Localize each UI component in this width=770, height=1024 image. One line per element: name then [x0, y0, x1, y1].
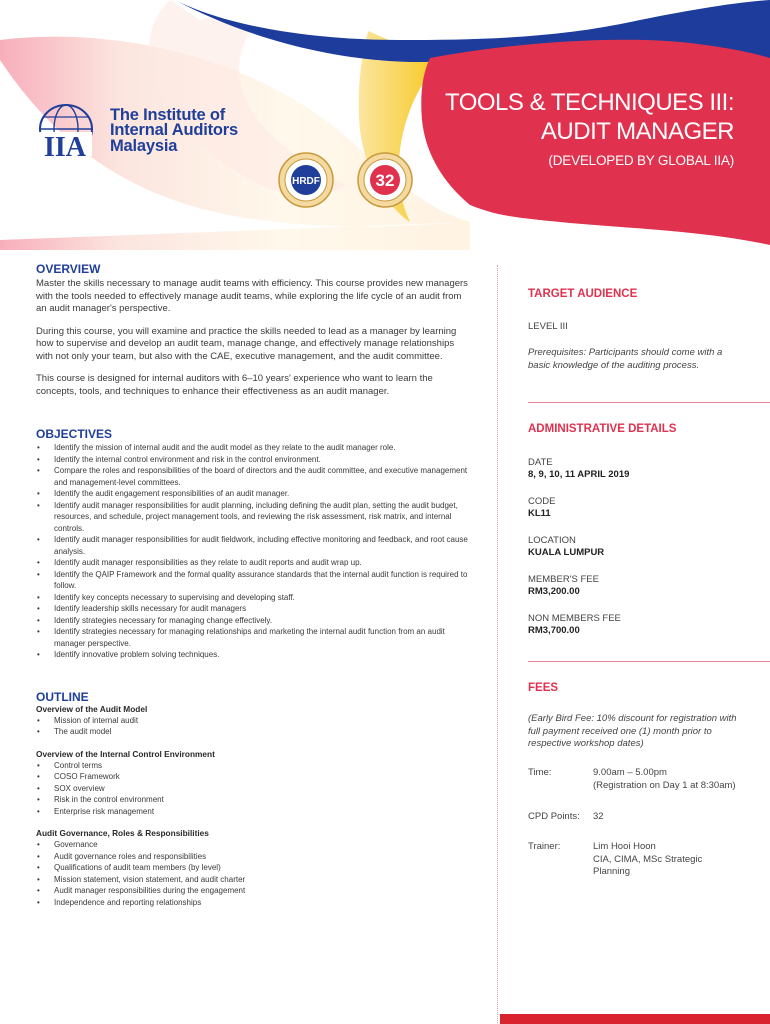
list-item: • Identify the internal control environment and risk in the control environment. — [36, 454, 468, 466]
list-item: • Identify leadership skills necessary for audit managers — [36, 603, 468, 615]
trainer-name: Lim Hooi Hoon — [593, 841, 656, 852]
list-item: • Identify audit manager responsibilities as they relate to audit reports and audit wrap up. — [36, 557, 468, 569]
time-value: 9.00am – 5.00pm — [593, 766, 667, 778]
list-item: • Mission of internal audit — [36, 715, 468, 727]
list-item: • Mission statement, vision statement, and audit charter — [36, 874, 468, 886]
hrdf-badge — [278, 152, 334, 208]
outline-group — [36, 828, 468, 908]
logo-wordmark — [110, 105, 238, 155]
code-value: KL11 — [528, 508, 551, 519]
list-item: • Identify audit manager responsibilities for audit planning, including defining the audit plan, setting the audit budget, resources, and schedule, project management tools, and reviewing the risk assessment, risk matrix, and internal controls. — [36, 500, 468, 535]
overview-title: OVERVIEW — [36, 262, 101, 276]
cpd-row — [528, 811, 758, 824]
logo-line-1: The Institute of — [110, 105, 226, 124]
list-item: • Identify strategies necessary for managing relationships and marketing the internal audit function from an audit manager perspective. — [36, 626, 468, 649]
list-item: • Governance — [36, 839, 468, 851]
logo-line-3: Malaysia — [110, 136, 178, 155]
list-item: • COSO Framework — [36, 771, 468, 783]
nonmember-fee-label: NON MEMBERS FEE — [528, 613, 621, 624]
list-item: • Audit manager responsibilities during the engagement — [36, 885, 468, 897]
outline-group-list — [36, 839, 468, 908]
iia-malaysia-logo — [36, 102, 238, 160]
course-subtitle: (DEVELOPED BY GLOBAL IIA) — [548, 153, 734, 168]
list-item: • The audit model — [36, 726, 468, 738]
logo-line-2: Internal Auditors — [110, 121, 238, 140]
list-item: • Enterprise risk management — [36, 806, 468, 818]
column-divider — [497, 265, 498, 1024]
list-item: • Audit governance roles and responsibilities — [36, 851, 468, 863]
section-divider — [528, 402, 770, 403]
cpd-points-badge — [357, 152, 413, 208]
list-item: • Identify the QAIP Framework and the formal quality assurance standards that the internal audit function is required to follow. — [36, 569, 468, 592]
left-column — [36, 262, 468, 908]
list-item: • Compare the roles and responsibilities of the board of directors and the audit committee, and executive management and management-level committees. — [36, 465, 468, 488]
nonmember-fee-value: RM3,700.00 — [528, 625, 580, 636]
outline-group-title: Overview of the Internal Control Environment — [36, 748, 215, 759]
cpd-badge-label: 32 — [375, 171, 395, 190]
early-bird-note: (Early Bird Fee: 10% discount for registration with full payment received one (1) month prior to respective workshop dates) — [528, 713, 737, 749]
target-prerequisites: Prerequisites: Participants should come with a basic knowledge of the auditing process. — [528, 347, 723, 371]
admin-details-title: ADMINISTRATIVE DETAILS — [528, 423, 677, 435]
member-fee-value: RM3,200.00 — [528, 586, 580, 597]
outline-group-title: Overview of the Audit Model — [36, 703, 148, 714]
outline-group-list — [36, 715, 468, 738]
list-item: • Risk in the control environment — [36, 794, 468, 806]
cpd-value: 32 — [593, 810, 604, 822]
list-item: • Independence and reporting relationships — [36, 897, 468, 909]
outline-group-title: Audit Governance, Roles & Responsibilities — [36, 828, 209, 838]
trainer-row — [528, 841, 758, 879]
iia-globe-logo-icon — [36, 102, 104, 160]
list-item: • Identify strategies necessary for managing change effectively. — [36, 615, 468, 627]
list-item: • Control terms — [36, 760, 468, 772]
date-label: DATE — [528, 457, 553, 468]
course-title-line-1: TOOLS & TECHNIQUES III: — [444, 89, 734, 116]
time-row — [528, 767, 758, 793]
list-item: • SOX overview — [36, 783, 468, 795]
location-value: KUALA LUMPUR — [528, 547, 605, 558]
time-details — [593, 767, 758, 793]
cpd-label: CPD Points: — [528, 810, 580, 822]
outline-group-list — [36, 760, 468, 818]
location-label: LOCATION — [528, 535, 576, 546]
target-level: LEVEL III — [528, 321, 568, 332]
right-column — [528, 262, 758, 879]
footer-accent-bar — [500, 1014, 770, 1024]
time-label: Time: — [528, 766, 552, 778]
outline-title: OUTLINE — [36, 689, 89, 704]
overview-paragraph: This course is designed for internal auditors with 6–10 years' experience who want to learn the concepts, tools, and techniques to enhance their effectiveness as an audit manager. — [36, 373, 433, 397]
trainer-credentials: CIA, CIMA, MSc Strategic Planning — [593, 853, 703, 877]
overview-body — [36, 278, 468, 398]
trainer-label: Trainer: — [528, 841, 561, 852]
trainer-details — [593, 841, 758, 879]
date-value: 8, 9, 10, 11 APRIL 2019 — [528, 469, 630, 480]
list-item: • Identify the audit engagement responsibilities of an audit manager. — [36, 488, 468, 500]
hrdf-badge-label: HRDF — [292, 176, 320, 187]
code-label: CODE — [528, 496, 556, 507]
course-title-line-2: AUDIT MANAGER — [540, 118, 734, 145]
course-title — [445, 88, 734, 146]
time-note: (Registration on Day 1 at 8:30am) — [593, 780, 736, 791]
member-fee-label: MEMBER'S FEE — [528, 574, 599, 585]
list-item: • Identify the mission of internal audit and the audit model as they relate to the audit manager role. — [36, 442, 468, 454]
outline-group — [36, 704, 468, 738]
objectives-list — [36, 442, 468, 661]
list-item: • Identify innovative problem solving techniques. — [36, 649, 468, 661]
outline-body — [36, 704, 468, 909]
fees-title: FEES — [528, 682, 559, 694]
logo-mark-letters: IIA — [43, 132, 87, 160]
list-item: • Identify key concepts necessary to supervising and developing staff. — [36, 592, 468, 604]
overview-paragraph: Master the skills necessary to manage audit teams with efficiency. This course provides new managers with the tools needed to effectively manage audit teams, while exploring the life cycle of an audit from an audit manager's perspective. — [36, 278, 468, 314]
list-item: • Identify audit manager responsibilities for audit fieldwork, including effective monitoring and feedback, and root cause analysis. — [36, 534, 468, 557]
outline-group — [36, 749, 468, 818]
objectives-title: OBJECTIVES — [36, 427, 113, 441]
target-audience-title: TARGET AUDIENCE — [528, 288, 638, 300]
overview-paragraph: During this course, you will examine and practice the skills needed to lead as a manager by learning how to supervise and develop an audit team, manage change, and effectively manage relationships with not only your team, but also with the CAE, executive management, and the audit committee. — [36, 325, 457, 362]
list-item: • Qualifications of audit team members (by level) — [36, 862, 468, 874]
section-divider — [528, 661, 770, 662]
